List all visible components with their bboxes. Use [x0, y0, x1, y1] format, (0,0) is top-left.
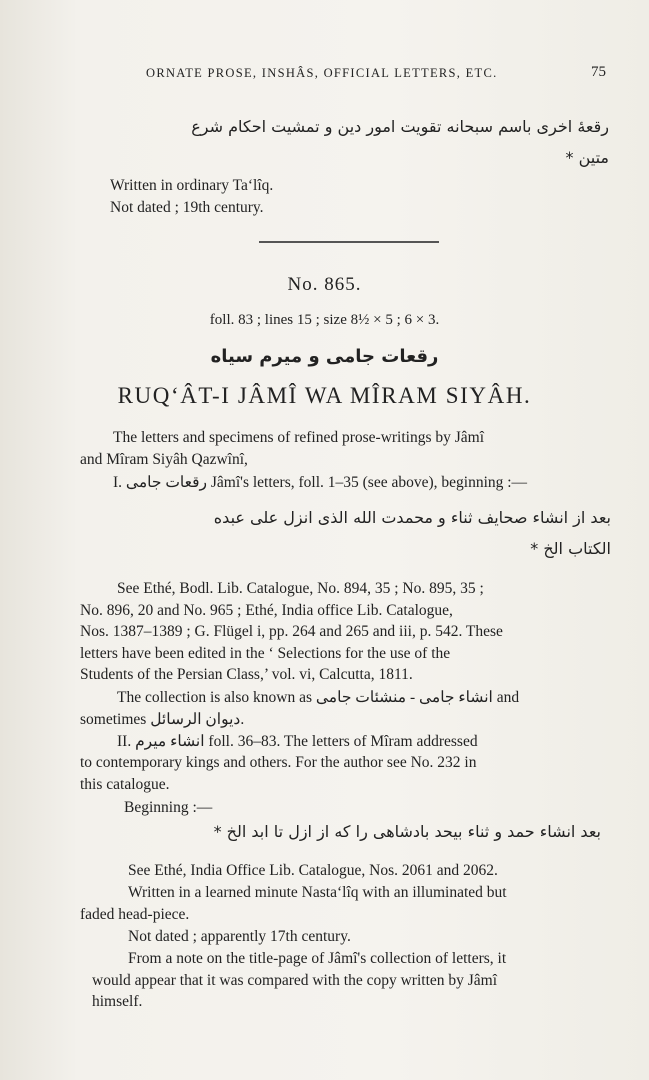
body-line: No. 896, 20 and No. 965 ; Ethé, India office Lib. Catalogue,	[80, 602, 453, 619]
body-line: to contemporary kings and others. For the author see No. 232 in	[80, 754, 477, 771]
body-line: See Ethé, India Office Lib. Catalogue, Nos. 2061 and 2062.	[128, 862, 498, 879]
persian-title: رقعات جامی و میرم سیاه	[210, 346, 439, 367]
folio-info: foll. 83 ; lines 15 ; size 8½ × 5 ; 6 × 3.	[209, 312, 440, 328]
body-line: Students of the Persian Class,’ vol. vi, Calcutta, 1811.	[80, 666, 413, 683]
body-line: The collection is also known as انشاء جامی - منشئات جامی and	[117, 689, 520, 706]
body-line: himself.	[92, 993, 143, 1010]
date-note: Not dated ; 19th century.	[110, 199, 264, 216]
body-line-persian: الکتاب الخ *	[530, 539, 611, 558]
body-line: Beginning :—	[124, 799, 213, 816]
body-line: See Ethé, Bodl. Lib. Catalogue, No. 894, 35 ; No. 895, 35 ;	[117, 580, 484, 597]
page-number: 75	[591, 64, 606, 80]
body-line: II. انشاء میرم foll. 36–83. The letters of Mîram addressed	[117, 733, 478, 750]
body-line: I. رقعات جامی Jâmî's letters, foll. 1–35 (see above), beginning :—	[113, 474, 528, 491]
script-note: Written in ordinary Ta‘lîq.	[110, 177, 274, 194]
body-line-persian: بعد انشاء حمد و ثناء بیحد بادشاهی را که از ازل تا ابد الخ *	[213, 822, 601, 841]
body-line: letters have been edited in the ‘ Selections for the use of the	[80, 645, 451, 662]
body-line: faded head-piece.	[80, 906, 190, 923]
running-header: ORNATE PROSE, INSHÂS, OFFICIAL LETTERS, ETC.	[146, 66, 498, 80]
body-line: Written in a learned minute Nasta‘lîq with an illuminated but	[128, 884, 507, 901]
body-line: Not dated ; apparently 17th century.	[128, 928, 351, 945]
entry-title: RUQ‘ÂT-I JÂMÎ WA MÎRAM SIYÂH.	[117, 383, 532, 408]
persian-heading-line1: رقعۀ اخری باسم سبحانه تقویت امور دین و تمشیت احکام شرع	[191, 117, 609, 136]
body-line: The letters and specimens of refined prose-writings by Jâmî	[113, 429, 485, 446]
body-line: sometimes دیوان الرسائل.	[80, 711, 245, 728]
persian-heading-line2: متین *	[565, 148, 609, 167]
body-line: Nos. 1387–1389 ; G. Flügel i, pp. 264 and 265 and iii, p. 542. These	[80, 623, 503, 640]
entry-number: No. 865.	[287, 274, 362, 295]
body-line: this catalogue.	[80, 776, 170, 793]
body-line: From a note on the title-page of Jâmî's collection of letters, it	[128, 950, 507, 967]
body-line: would appear that it was compared with the copy written by Jâmî	[92, 972, 498, 989]
body-line-persian: بعد از انشاء صحایف ثناء و محمدت الله الذی انزل علی عبده	[213, 508, 611, 527]
section-divider	[259, 241, 439, 243]
body-line: and Mîram Siyâh Qazwînî,	[80, 451, 248, 468]
